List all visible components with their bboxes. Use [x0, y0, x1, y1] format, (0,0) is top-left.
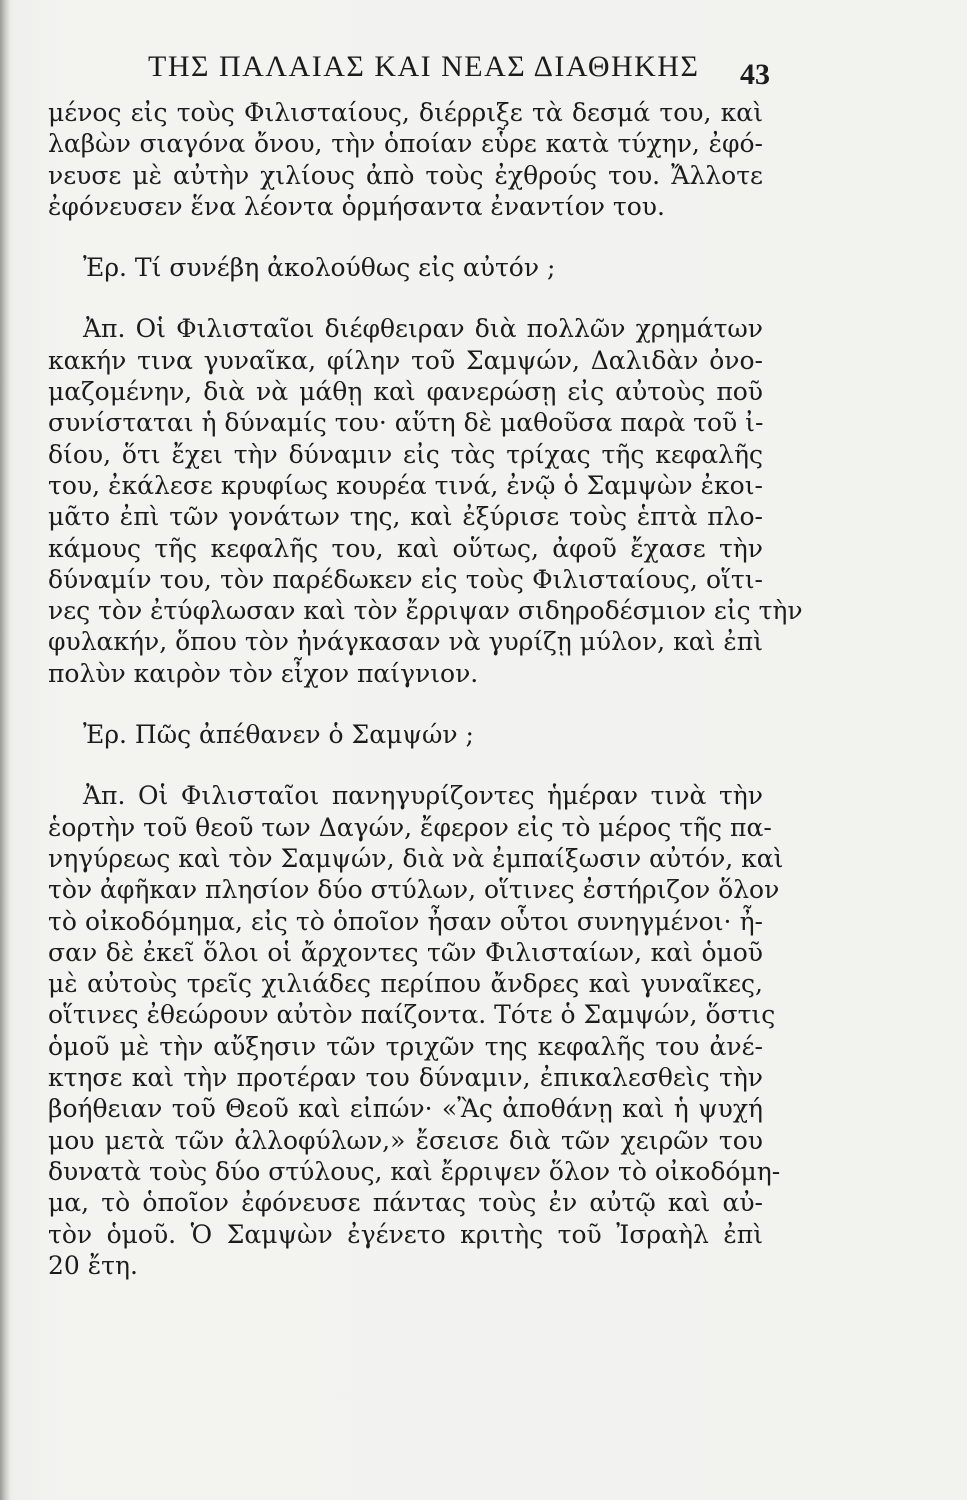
- text-line: δίου, ὅτι ἔχει τὴν δύναμιν εἰς τὰς τρίχας τῆς κεφαλῆς: [48, 439, 763, 469]
- question-line: Ἐρ. Πῶς ἀπέθανεν ὁ Σαμψών ;: [83, 720, 474, 750]
- text-line: κάμους τῆς κεφαλῆς του, καὶ οὕτως, ἀφοῦ ἔχασε τὴν: [48, 533, 763, 563]
- text-line: κακήν τινα γυναῖκα, φίλην τοῦ Σαμψών, Δαλιδὰν ὀνο-: [48, 345, 763, 375]
- text-line: δυνατὰ τοὺς δύο στύλους, καὶ ἔρριψεν ὅλον τὸ οἰκοδόμη-: [48, 1156, 781, 1186]
- text-line: μένος εἰς τοὺς Φιλισταίους, διέρριξε τὰ δεσμά του, καὶ: [48, 98, 763, 127]
- text-line: μαζομένην, διὰ νὰ μάθῃ καὶ φανερώσῃ εἰς αὐτοὺς ποῦ: [48, 377, 763, 407]
- text-line: μὲ αὐτοὺς τρεῖς χιλιάδες περίπου ἄνδρες καὶ γυναῖκες,: [48, 969, 763, 999]
- text-line: συνίσταται ἡ δύναμίς του· αὕτη δὲ μαθοῦσα παρὰ τοῦ ἰ-: [48, 408, 764, 438]
- text-line: νες τὸν ἐτύφλωσαν καὶ τὸν ἔρριψαν σιδηροδέσμιον εἰς τὴν: [48, 596, 803, 626]
- text-line: κτησε καὶ τὴν προτέραν του δύναμιν, ἐπικαλεσθεὶς τὴν: [48, 1063, 763, 1093]
- paragraph-continuation: [48, 97, 763, 222]
- text-line: τὸ οἰκοδόμημα, εἰς τὸ ὁποῖον ἦσαν οὗτοι συνηγμένοι· ἦ-: [48, 906, 763, 936]
- page-binding-shadow: [0, 0, 10, 1500]
- text-line: νευσε μὲ αὐτὴν χιλίους ἀπὸ τοὺς ἐχθρούς του. Ἄλλοτε: [48, 160, 763, 190]
- text-line: του, ἐκάλεσε κρυφίως κουρέα τινά, ἐνῷ ὁ Σαμψὼν ἐκοι-: [48, 470, 763, 500]
- text-line: φυλακήν, ὅπου τὸν ἠνάγκασαν νὰ γυρίζῃ μύλον, καὶ ἐπὶ: [48, 627, 763, 657]
- text-line: ὁμοῦ μὲ τὴν αὔξησιν τῶν τριχῶν της κεφαλῆς του ἀνέ-: [48, 1031, 763, 1061]
- text-line: μᾶτο ἐπὶ τῶν γονάτων της, καὶ ἐξύρισε τοὺς ἑπτὰ πλο-: [48, 502, 763, 532]
- text-line: ἑορτὴν τοῦ θεοῦ των Δαγών, ἔφερον εἰς τὸ μέρος τῆς πα-: [48, 812, 772, 842]
- text-line: σαν δὲ ἐκεῖ ὅλοι οἱ ἄρχοντες τῶν Φιλισταίων, καὶ ὁμοῦ: [48, 937, 763, 967]
- answer-line: Ἀπ. Οἱ Φιλισταῖοι διέφθειραν διὰ πολλῶν χρημάτων: [83, 314, 763, 344]
- question-paragraph: [48, 719, 763, 750]
- page-header: [148, 50, 770, 90]
- question-line: Ἐρ. Τί συνέβη ἀκολούθως εἰς αὐτόν ;: [83, 253, 556, 283]
- text-line: μου μετὰ τῶν ἀλλοφύλων,» ἔσεισε διὰ τῶν χειρῶν του: [48, 1125, 763, 1155]
- text-line: οἵτινες ἐθεώρουν αὐτὸν παίζοντα. Τότε ὁ Σαμψών, ὅστις: [48, 1000, 776, 1030]
- text-line: τὸν ἀφῆκαν πλησίον δύο στύλων, οἵτινες ἐστήριζον ὅλον: [48, 875, 780, 905]
- text-line: νηγύρεως καὶ τὸν Σαμψών, διὰ νὰ ἐμπαίξωσιν αὐτόν, καὶ: [48, 843, 784, 873]
- answer-paragraph: [48, 780, 784, 1281]
- page-number: 43: [740, 58, 770, 91]
- text-line: βοήθειαν τοῦ Θεοῦ καὶ εἰπών· «Ἂς ἀποθάνῃ καὶ ἡ ψυχή: [48, 1094, 763, 1124]
- text-line: 20 ἔτη.: [48, 1250, 138, 1280]
- text-line: μα, τὸ ὁποῖον ἐφόνευσε πάντας τοὺς ἐν αὐτῷ καὶ αὐ-: [48, 1188, 763, 1218]
- text-line: τὸν ὁμοῦ. Ὁ Σαμψὼν ἐγένετο κριτὴς τοῦ Ἰσραὴλ ἐπὶ: [48, 1219, 763, 1249]
- text-line: πολὺν καιρὸν τὸν εἶχον παίγνιον.: [48, 658, 479, 688]
- question-paragraph: [48, 252, 763, 283]
- text-line: ἐφόνευσεν ἕνα λέοντα ὁρμήσαντα ἐναντίον του.: [48, 191, 665, 221]
- text-line: λαβὼν σιαγόνα ὄνου, τὴν ὁποίαν εὗρε κατὰ τύχην, ἐφό-: [48, 129, 763, 159]
- body-text: [48, 97, 803, 1281]
- running-title: ΤΗΣ ΠΑΛΑΙΑΣ ΚΑΙ ΝΕΑΣ ΔΙΑΘΗΚΗΣ: [148, 50, 700, 83]
- answer-paragraph: [48, 313, 803, 689]
- answer-line: Ἀπ. Οἱ Φιλισταῖοι πανηγυρίζοντες ἡμέραν τινὰ τὴν: [83, 781, 763, 811]
- text-line: δύναμίν του, τὸν παρέδωκεν εἰς τοὺς Φιλισταίους, οἵτι-: [48, 564, 763, 594]
